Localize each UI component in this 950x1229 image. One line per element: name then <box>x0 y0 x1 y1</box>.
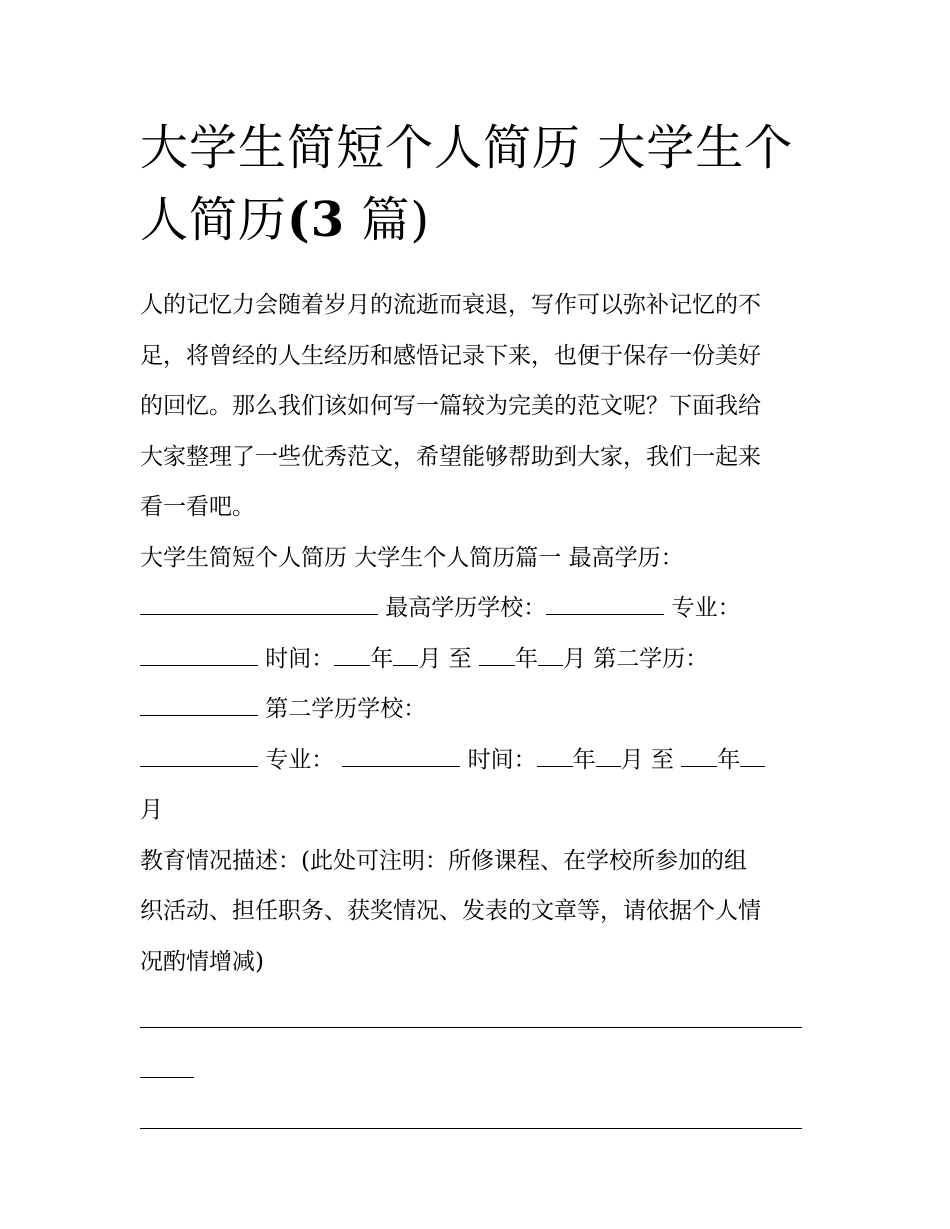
to-label: 至 <box>643 746 682 773</box>
highest-degree-field[interactable] <box>140 613 378 615</box>
second-degree-field[interactable] <box>140 714 258 716</box>
title-line-1: 大学生简短个人简历 大学生个 <box>140 120 794 176</box>
second-school-label: 第二学历学校： <box>258 696 427 722</box>
education-line: 织活动、担任职务、获奖情况、发表的文章等，请依据个人情 <box>140 898 761 924</box>
form-line-1 <box>140 583 815 634</box>
form-line-4 <box>140 735 815 786</box>
major-field[interactable] <box>140 664 258 666</box>
title-count: (3 <box>287 192 346 248</box>
year-label: 年 <box>572 746 596 773</box>
education-line: 况酌情增减) <box>140 948 264 975</box>
second-start-month-field[interactable] <box>596 765 621 767</box>
end-month-field[interactable] <box>538 664 563 666</box>
intro-line: 人的记忆力会随着岁月的流逝而衰退，写作可以弥补记忆的不 <box>140 292 761 318</box>
month-label: 月 <box>562 645 586 672</box>
intro-line: 的回忆。那么我们该如何写一篇较为完美的范文呢？下面我给 <box>140 393 761 419</box>
education-blank-line-1[interactable] <box>140 987 815 1038</box>
intro-paragraph <box>140 280 815 533</box>
time-label: 时间： <box>258 645 335 672</box>
second-school-field[interactable] <box>140 765 258 767</box>
year-label: 年 <box>514 645 538 672</box>
end-year-field[interactable] <box>479 664 515 666</box>
intro-line: 看一看吧。 <box>140 494 255 520</box>
year-label: 年 <box>370 645 394 672</box>
second-major-field[interactable] <box>342 765 460 767</box>
highest-school-field[interactable] <box>546 613 664 615</box>
page-title <box>140 112 815 256</box>
time-label: 时间： <box>460 746 537 773</box>
education-blank-line-2[interactable] <box>140 1038 815 1089</box>
title-line-2 <box>140 184 815 256</box>
second-end-month-field[interactable] <box>740 765 765 767</box>
title-line-2-pre: 人简历 <box>140 192 288 248</box>
month-label: 月 <box>620 746 644 773</box>
education-line: 教育情况描述：(此处可注明：所修课程、在学校所参加的组 <box>140 847 747 874</box>
start-month-field[interactable] <box>393 664 418 666</box>
month-tail: 月 <box>140 797 163 823</box>
resume-section <box>140 533 815 836</box>
second-start-year-field[interactable] <box>537 765 573 767</box>
education-section <box>140 836 815 1139</box>
document-page <box>140 112 815 1139</box>
intro-line: 大家整理了一些优秀范文，希望能够帮助到大家，我们一起来 <box>140 443 761 470</box>
major-label: 专业： <box>258 746 335 773</box>
month-label: 月 <box>418 645 442 672</box>
form-line-3 <box>140 684 815 735</box>
education-blank-line-3[interactable] <box>140 1088 815 1139</box>
major-label: 专业： <box>664 595 741 621</box>
second-end-year-field[interactable] <box>681 765 717 767</box>
resume-heading: 大学生简短个人简历 大学生个人简历篇一 最高学历： <box>140 544 684 571</box>
title-line-2-post: 篇) <box>345 192 431 248</box>
second-degree-label: 第二学历： <box>585 645 709 672</box>
start-year-field[interactable] <box>334 664 370 666</box>
to-label: 至 <box>441 645 479 672</box>
year-label: 年 <box>717 746 741 773</box>
intro-line: 足，将曾经的人生经历和感悟记录下来，也便于保存一份美好 <box>140 342 761 369</box>
highest-school-label: 最高学历学校： <box>378 595 547 621</box>
form-line-2 <box>140 634 815 685</box>
